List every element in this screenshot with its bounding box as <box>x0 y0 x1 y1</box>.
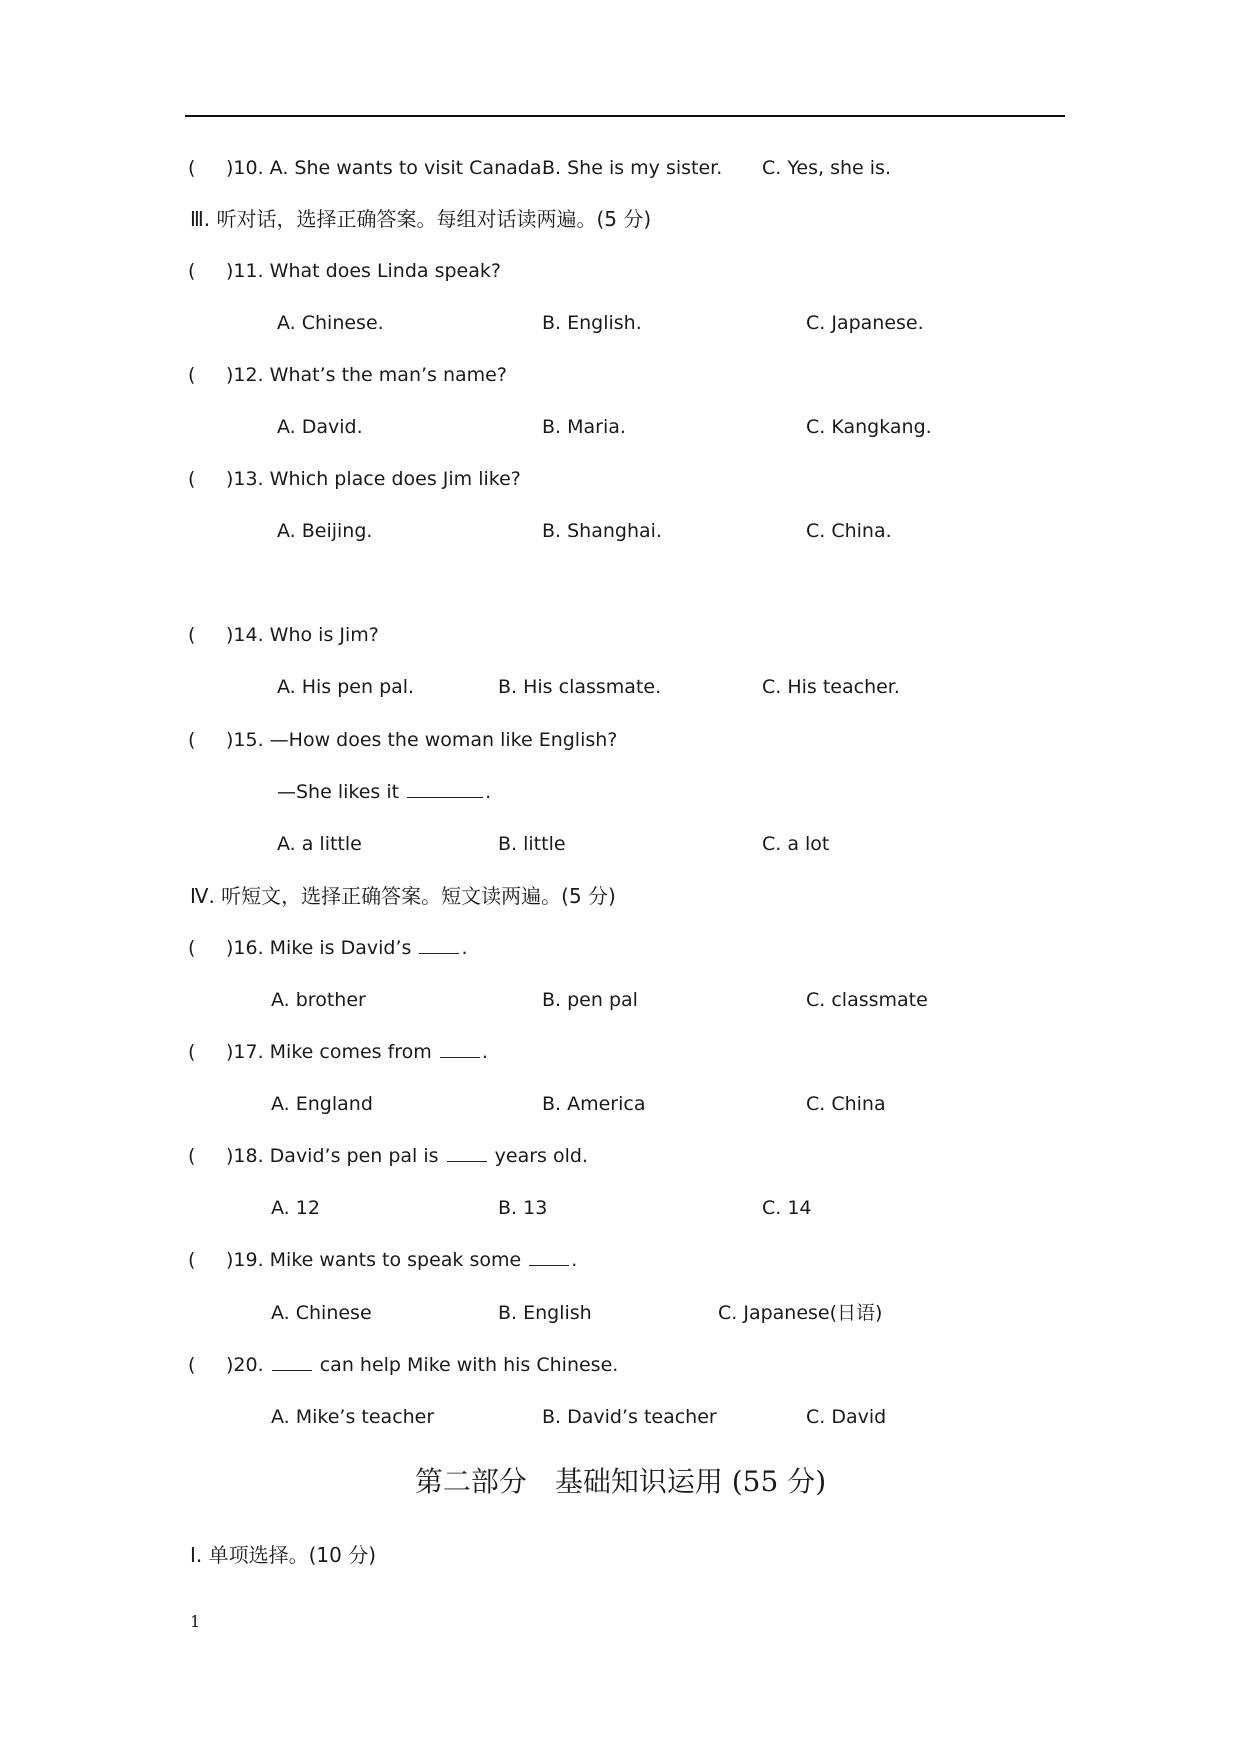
answer-paren: ( <box>188 364 196 386</box>
option-b: B. She is my sister. <box>542 157 723 179</box>
question-text: )13. Which place does Jim like? <box>226 468 521 490</box>
option-a: A. brother <box>271 989 366 1011</box>
question-line <box>226 1245 577 1275</box>
answer-blank <box>407 777 483 798</box>
reply-text: —She likes it <box>277 781 400 803</box>
question-text: )19. Mike wants to speak some <box>226 1249 522 1271</box>
option-a: A. Mike’s teacher <box>271 1406 435 1428</box>
option-c: C. Japanese. <box>806 312 924 334</box>
question-11-options <box>0 308 1241 338</box>
question-17 <box>0 1037 1241 1067</box>
question-19 <box>0 1245 1241 1275</box>
question-11 <box>0 256 1241 286</box>
question-line <box>226 1350 618 1380</box>
question-text: )11. What does Linda speak? <box>226 260 501 282</box>
answer-blank <box>272 1350 312 1371</box>
answer-paren: ( <box>188 937 196 959</box>
option-c: C. Kangkang. <box>806 416 932 438</box>
option-b: B. English. <box>542 312 642 334</box>
answer-blank <box>419 933 459 954</box>
section-3-heading <box>0 204 1241 234</box>
question-12 <box>0 360 1241 390</box>
question-text: )17. Mike comes from <box>226 1041 432 1063</box>
question-text-end: . <box>481 1041 488 1063</box>
question-text: )10. A. She wants to visit Canada. <box>226 157 548 179</box>
question-15-reply <box>0 777 1241 807</box>
option-a: A. His pen pal. <box>277 676 415 698</box>
option-b: B. English <box>498 1302 592 1324</box>
question-text: )14. Who is Jim? <box>226 624 379 646</box>
answer-paren: ( <box>188 729 196 751</box>
option-a: A. 12 <box>271 1197 320 1219</box>
section-4-heading <box>0 881 1241 911</box>
option-b: B. 13 <box>498 1197 548 1219</box>
question-text: )20. <box>226 1354 264 1376</box>
option-c: C. Japanese(日语) <box>718 1302 883 1324</box>
option-a: A. Beijing. <box>277 520 373 542</box>
question-text-end: can help Mike with his Chinese. <box>319 1354 619 1376</box>
question-10 <box>0 153 1241 183</box>
option-a: A. England <box>271 1093 373 1115</box>
question-text: )16. Mike is David’s <box>226 937 412 959</box>
section-1-heading <box>0 1540 1241 1570</box>
option-b: B. Maria. <box>542 416 626 438</box>
question-16 <box>0 933 1241 963</box>
option-c: C. China. <box>806 520 892 542</box>
header-rule <box>185 115 1065 117</box>
answer-paren: ( <box>188 1145 196 1167</box>
section-heading-text: Ⅲ. 听对话，选择正确答案。每组对话读两遍。(5 分) <box>190 207 652 231</box>
answer-paren: ( <box>188 1354 196 1376</box>
question-text: )15. —How does the woman like English? <box>226 729 618 751</box>
question-14 <box>0 620 1241 650</box>
answer-paren: ( <box>188 624 196 646</box>
question-text: )18. David’s pen pal is <box>226 1145 439 1167</box>
question-text-end: . <box>461 937 468 959</box>
question-text: )12. What’s the man’s name? <box>226 364 507 386</box>
option-c: C. China <box>806 1093 886 1115</box>
answer-paren: ( <box>188 1249 196 1271</box>
question-text-end: . <box>571 1249 578 1271</box>
question-line <box>226 933 468 963</box>
option-c: C. David <box>806 1406 887 1428</box>
question-15-options <box>0 829 1241 859</box>
reply-period: . <box>485 781 492 803</box>
question-text-end: years old. <box>494 1145 588 1167</box>
option-b: B. Shanghai. <box>542 520 662 542</box>
question-16-options <box>0 985 1241 1015</box>
option-b: B. little <box>498 833 566 855</box>
section-heading-text: Ⅳ. 听短文，选择正确答案。短文读两遍。(5 分) <box>190 884 616 908</box>
option-c: C. Yes, she is. <box>762 157 891 179</box>
option-c: C. His teacher. <box>762 676 900 698</box>
answer-paren: ( <box>188 157 196 179</box>
option-a: A. David. <box>277 416 363 438</box>
option-a: A. a little <box>277 833 362 855</box>
answer-blank <box>447 1141 487 1162</box>
question-15 <box>0 725 1241 755</box>
question-20-options <box>0 1402 1241 1432</box>
option-a: A. Chinese. <box>277 312 384 334</box>
option-a: A. Chinese <box>271 1302 372 1324</box>
option-b: B. pen pal <box>542 989 638 1011</box>
answer-blank <box>529 1245 569 1266</box>
question-18-options <box>0 1193 1241 1223</box>
option-b: B. America <box>542 1093 646 1115</box>
question-19-options <box>0 1298 1241 1328</box>
option-c: C. 14 <box>762 1197 812 1219</box>
reply-line <box>277 777 491 807</box>
question-17-options <box>0 1089 1241 1119</box>
question-14-options <box>0 672 1241 702</box>
option-b: B. David’s teacher <box>542 1406 717 1428</box>
question-20 <box>0 1350 1241 1380</box>
question-13 <box>0 464 1241 494</box>
question-18 <box>0 1141 1241 1171</box>
answer-paren: ( <box>188 1041 196 1063</box>
part-2-title: 第二部分 基础知识运用 (55 分) <box>414 1465 827 1498</box>
question-line <box>226 1141 588 1171</box>
answer-paren: ( <box>188 260 196 282</box>
answer-paren: ( <box>188 468 196 490</box>
question-13-options <box>0 516 1241 546</box>
option-c: C. classmate <box>806 989 928 1011</box>
section-heading-text: Ⅰ. 单项选择。(10 分) <box>190 1543 377 1567</box>
answer-blank <box>440 1037 480 1058</box>
question-line <box>226 1037 488 1067</box>
option-b: B. His classmate. <box>498 676 662 698</box>
question-12-options <box>0 412 1241 442</box>
option-c: C. a lot <box>762 833 830 855</box>
page-number: 1 <box>190 1612 201 1631</box>
